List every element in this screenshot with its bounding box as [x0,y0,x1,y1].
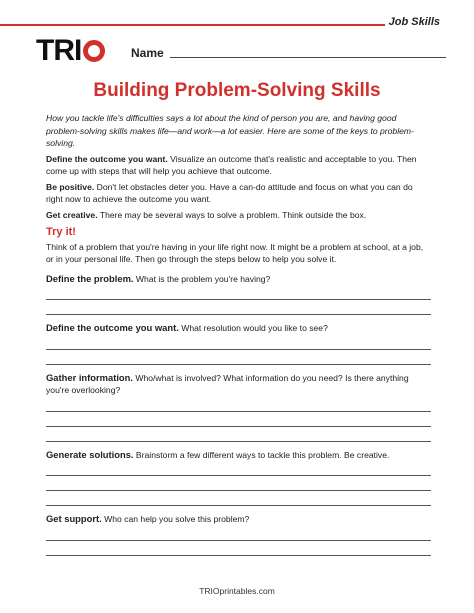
answer-line[interactable] [46,350,431,365]
tip-item [46,181,431,206]
prompt-lead: Define the problem. [46,272,134,284]
prompt-block [46,449,431,507]
trio-logo [36,36,105,66]
name-label: Name [131,46,164,60]
page-title: Building Problem-Solving Skills [93,80,381,101]
answer-line[interactable] [46,397,431,412]
prompt-text: Brainstorm a few different ways to tackle this problem. Be creative. [133,449,390,460]
tip-text: Visualize an outcome that's realistic and acceptable to you. Then come up with steps that will help you achieve that outcome. [46,153,417,176]
prompt-text: Who can help you solve this problem? [101,514,250,524]
footer-url: TRIOprintables.com [199,586,275,596]
answer-line[interactable] [46,300,431,315]
prompt-question [46,322,431,335]
tip-text: Don't let obstacles deter you. Have a can-do attitude and focus on what you can do right now to achieve the outcome you want. [46,181,413,204]
worksheet-body [46,112,431,556]
category-label: Job Skills [388,16,440,28]
answer-line[interactable] [46,461,431,476]
answer-line[interactable] [46,285,431,300]
prompt-text: What is the problem you're having? [133,273,271,284]
answer-line[interactable] [46,526,431,541]
tip-text: There may be several ways to solve a problem. Think outside the box. [97,209,367,220]
prompt-lead: Define the outcome you want. [46,322,179,333]
answer-line[interactable] [46,476,431,491]
intro-paragraph: How you tackle life's difficulties says a lot about the kind of person you are, and having good problem-solving skills makes life—and work—a lot easier. Here are some of the keys to problem-solving. [46,113,414,148]
prompt-block [46,322,431,365]
answer-line[interactable] [46,491,431,506]
answer-line[interactable] [46,427,431,442]
prompt-question [46,513,431,526]
prompt-block [46,372,431,442]
prompt-question [46,273,431,286]
tip-lead: Be positive. [46,181,95,192]
answer-line[interactable] [46,412,431,427]
answer-line[interactable] [46,541,431,556]
prompt-text: What resolution would you like to see? [178,323,328,333]
name-blank-line[interactable] [170,57,446,58]
tip-item [46,153,431,178]
prompt-question [46,372,431,397]
prompt-lead: Gather information. [46,371,133,383]
name-field [131,46,446,60]
tip-lead: Define the outcome you want. [46,153,168,164]
tip-item [46,209,431,222]
prompt-block [46,273,431,316]
logo-o-ring-icon [83,40,105,62]
answer-line[interactable] [46,335,431,350]
try-it-text: Think of a problem that you're having in your life right now. It might be a problem at school, at a job, or in your personal life. Then go through the steps below to help you solve it. [46,241,424,264]
tip-lead: Get creative. [46,209,98,220]
prompt-lead: Generate solutions. [46,448,134,460]
prompt-question [46,449,431,462]
prompt-block [46,513,431,556]
header-rule [0,24,385,26]
prompt-list [46,273,431,556]
try-it-heading: Try it! [46,226,76,238]
logo-text: TRI [36,34,82,67]
prompt-lead: Get support. [46,513,102,524]
prompt-text: Who/what is involved? What information do you need? Is there anything you're overlooking? [46,372,409,395]
